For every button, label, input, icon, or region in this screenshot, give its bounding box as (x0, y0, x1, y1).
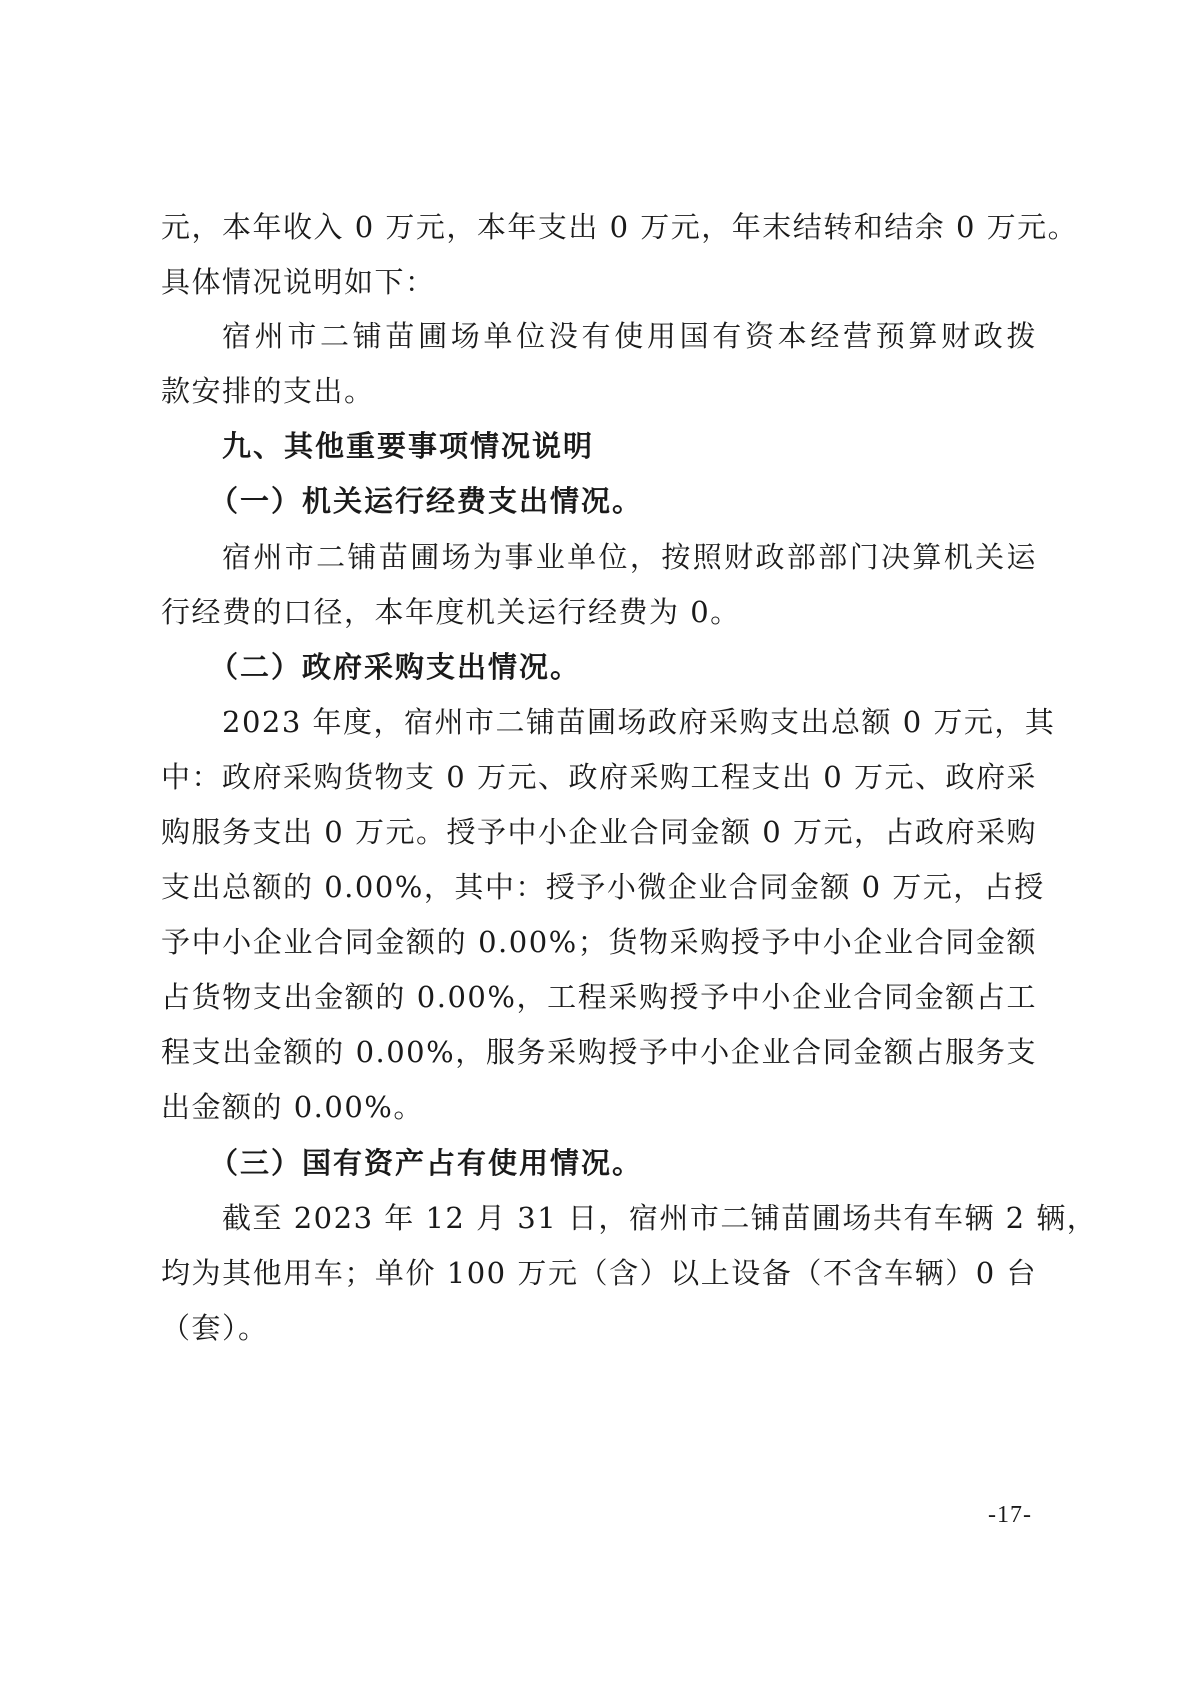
paragraph-line: （套）。 (161, 1311, 269, 1345)
section-heading: 九、其他重要事项情况说明 (222, 429, 595, 463)
paragraph-line: 宿州市二铺苗圃场单位没有使用国有资本经营预算财政拨 (222, 319, 1037, 353)
paragraph-line: 截至 2023 年 12 月 31 日，宿州市二铺苗圃场共有车辆 2 辆， (222, 1201, 1098, 1235)
paragraph-line: 宿州市二铺苗圃场为事业单位，按照财政部部门决算机关运 (222, 540, 1037, 574)
paragraph-line: 占货物支出金额的 0.00%，工程采购授予中小企业合同金额占工 (161, 980, 1037, 1014)
paragraph-line: 中：政府采购货物支 0 万元、政府采购工程支出 0 万元、政府采 (161, 760, 1037, 794)
paragraph-line: 购服务支出 0 万元。授予中小企业合同金额 0 万元，占政府采购 (161, 815, 1037, 849)
subsection-heading: （二）政府采购支出情况。 (209, 650, 582, 684)
paragraph-line: 行经费的口径，本年度机关运行经费为 0。 (161, 595, 741, 629)
paragraph-line: 元，本年收入 0 万元，本年支出 0 万元，年末结转和结余 0 万元。 (161, 210, 1079, 244)
document-page (161, 0, 1098, 1683)
paragraph-line: 均为其他用车；单价 100 万元（含）以上设备（不含车辆）0 台 (161, 1256, 1037, 1290)
paragraph-line: 款安排的支出。 (161, 374, 375, 408)
paragraph-line: 2023 年度，宿州市二铺苗圃场政府采购支出总额 0 万元，其 (222, 705, 1056, 739)
paragraph-line: 出金额的 0.00%。 (161, 1090, 424, 1124)
paragraph-line: 程支出金额的 0.00%，服务采购授予中小企业合同金额占服务支 (161, 1035, 1037, 1069)
subsection-heading: （一）机关运行经费支出情况。 (209, 484, 644, 518)
paragraph-line: 支出总额的 0.00%，其中：授予小微企业合同金额 0 万元，占授 (161, 870, 1045, 904)
subsection-heading: （三）国有资产占有使用情况。 (209, 1146, 644, 1180)
paragraph-line: 予中小企业合同金额的 0.00%；货物采购授予中小企业合同金额 (161, 925, 1037, 959)
paragraph-line: 具体情况说明如下： (161, 265, 436, 299)
page-number: -17- (988, 1502, 1032, 1528)
